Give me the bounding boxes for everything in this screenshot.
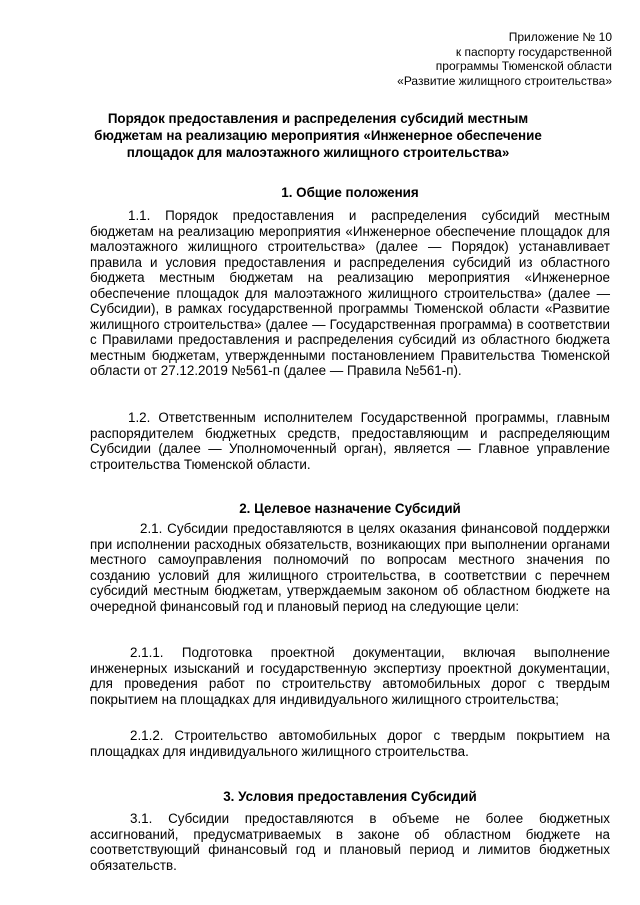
section-heading-purpose: 2. Целевое назначение Субсидий	[239, 501, 461, 516]
appendix-note	[397, 30, 612, 88]
paragraph-2-1-1: 2.1.1. Подготовка проектной документации, включая выполнение инженерных изысканий и государственную экспертизу проектной документации, для проведения работ по строительству автомобильных дорог с твердым покрытием на площадках для индивидуального жилищного строительства;	[90, 645, 610, 707]
paragraph-2-1: 2.1. Субсидии предоставляются в целях оказания финансовой поддержки при исполнении расходных обязательств, возникающих при выполнении органами местного самоуправления полномочий по вопросам местного значения по созданию условий для жилищного строительства, в соответствии с перечнем субсидий местным бюджетам, утверждаемым законом об областном бюджете на очередной финансовый год и плановый период на следующие цели:	[90, 521, 610, 614]
section-heading-general: 1. Общие положения	[281, 185, 419, 200]
paragraph-1-2: 1.2. Ответственным исполнителем Государственной программы, главным распорядителем бюджетных средств, предоставляющим и распределяющим Субсидии (далее — Уполномоченный орган), является — Главное управление строительства Тюменской области.	[90, 410, 610, 472]
paragraph-1-1: 1.1. Порядок предоставления и распределения субсидий местным бюджетам на реализацию мероприятия «Инженерное обеспечение площадок для малоэтажного жилищного строительства» (далее — Порядок) устанавливает правила и условия предоставления и распределения субсидий из областного бюджета местным бюджетам на реализацию мероприятия «Инженерное обеспечение площадок для малоэтажного жилищного строительства» (далее — Субсидии), в рамках государственной программы Тюменской области «Развитие жилищного строительства» (далее — Государственная программа) в соответствии с Правилами предоставления и распределения субсидий из областного бюджета местным бюджетам, утвержденными постановлением Правительства Тюменской области от 27.12.2019 №561-п (далее — Правила №561-п).	[90, 208, 610, 379]
paragraph-2-1-2: 2.1.2. Строительство автомобильных дорог с твердым покрытием на площадках для индивидуального жилищного строительства.	[90, 728, 610, 759]
section-heading-conditions: 3. Условия предоставления Субсидий	[223, 789, 477, 804]
appendix-line: программы Тюменской области	[435, 59, 612, 74]
paragraph-3-1: 3.1. Субсидии предоставляются в объеме не более бюджетных ассигнований, предусматриваемых в законе об областном бюджете на соответствующий финансовый год и плановый период и лимитов бюджетных обязательств.	[90, 811, 610, 873]
document-title: Порядок предоставления и распределения субсидий местным бюджетам на реализацию мероприятия «Инженерное обеспечение площадок для малоэтажного жилищного строительства»	[94, 111, 542, 160]
appendix-line: Приложение № 10	[508, 30, 612, 44]
appendix-line: «Развитие жилищного строительства»	[397, 73, 612, 88]
appendix-line: к паспорту государственной	[455, 44, 612, 59]
